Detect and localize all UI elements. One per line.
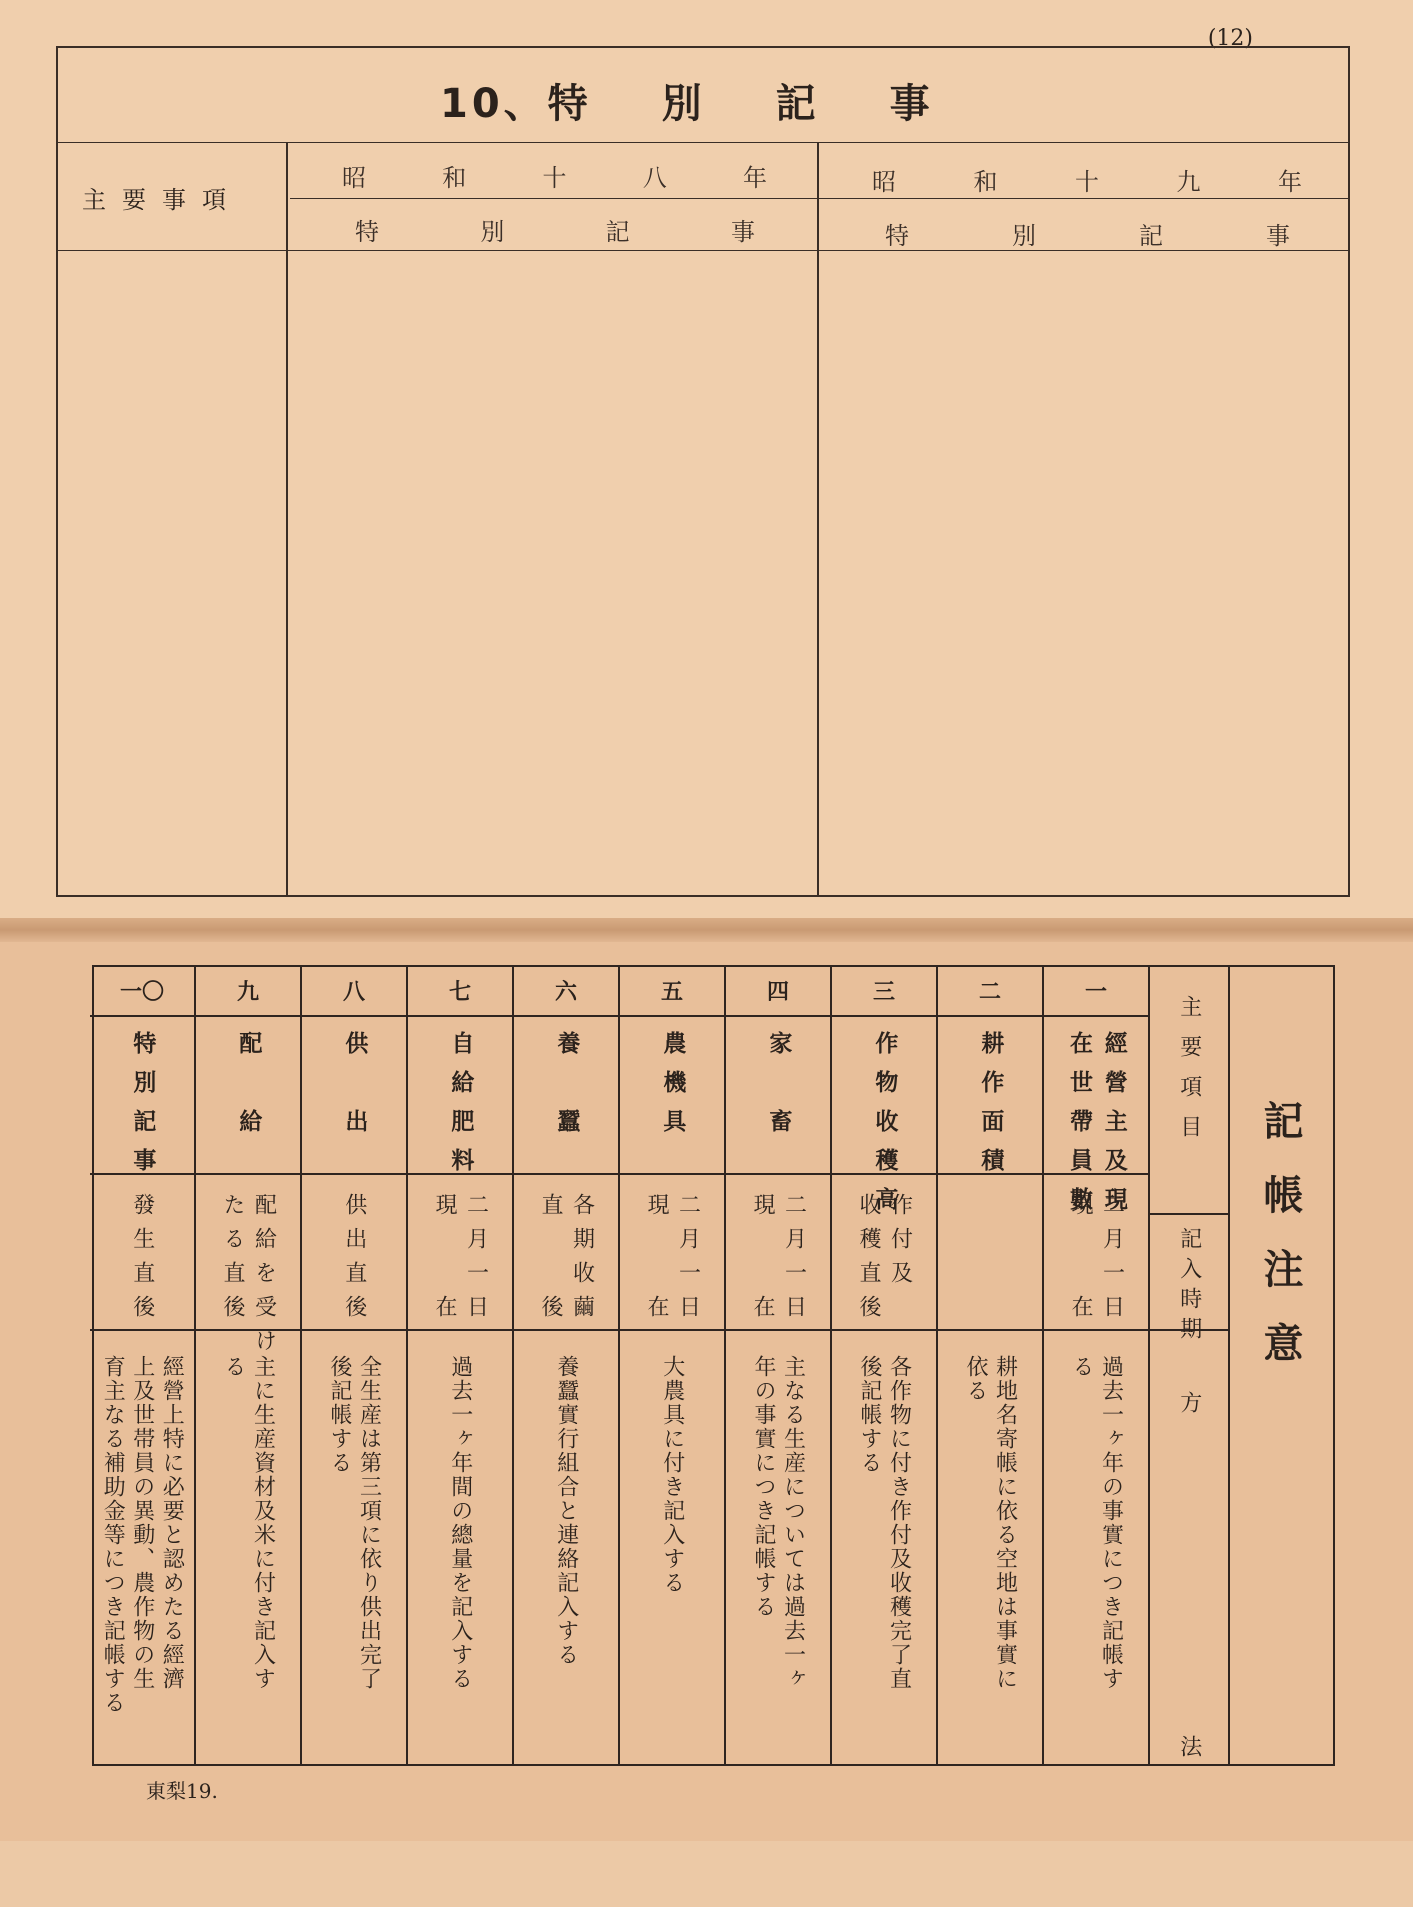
item-name: 自給肥料 [447, 1031, 474, 1187]
method-text: る [1069, 1355, 1094, 1379]
method-cell [408, 1331, 512, 1766]
year-char: 和 [442, 164, 467, 192]
book-gutter [0, 918, 1413, 942]
item-name: 養 蠶 [553, 1031, 580, 1148]
item-name-cell [620, 1015, 724, 1175]
method-cell [514, 1331, 618, 1766]
entry-time: 現 在 [432, 1193, 457, 1329]
item-name: 在世帶員數 [1066, 1031, 1092, 1226]
item-name: 家 畜 [765, 1031, 792, 1148]
item-name-cell [196, 1015, 300, 1175]
main-items-header: 主要項目 [1176, 995, 1202, 1155]
entry-time-cell [408, 1175, 512, 1331]
item-name: 農機具 [659, 1031, 686, 1148]
sub-char: 特 [355, 218, 379, 246]
method-text: 上及世帯員の異動、農作物の生 [129, 1355, 155, 1691]
form-title-part: 10、特 [440, 81, 592, 127]
item-name-cell [832, 1015, 936, 1226]
entry-time-cell [196, 1175, 300, 1363]
entry-time-cell [1044, 1175, 1148, 1331]
year-char: 昭 [872, 168, 896, 196]
year-divider [290, 198, 1348, 199]
year-header-showa-18 [342, 158, 767, 193]
method-cell [1044, 1331, 1148, 1766]
entry-time: 二月一日 [675, 1193, 701, 1329]
bookkeeping-notes-title: 記帳注意 [1257, 1100, 1303, 1396]
year-char: 昭 [342, 164, 366, 192]
sub-char: 事 [730, 218, 755, 246]
method-text: 後記帳する [327, 1355, 352, 1475]
entry-time-cell [90, 1175, 194, 1331]
entry-time-cell [514, 1175, 618, 1331]
instruction-column [302, 965, 408, 1766]
entry-time: 現 在 [644, 1193, 669, 1329]
footer-code: 東梨19. [146, 1779, 218, 1803]
item-name: 耕作面積 [977, 1031, 1004, 1187]
subheader-special-notes-18 [355, 212, 755, 247]
method-text: る [221, 1355, 246, 1379]
method-cell [726, 1331, 830, 1766]
item-number: 七 [408, 965, 512, 1017]
instruction-column [514, 965, 620, 1766]
method-header: 方 法 [1176, 1391, 1202, 1907]
item-name-cell [514, 1015, 618, 1175]
instruction-column [1044, 965, 1150, 1766]
entry-time-cell [938, 1175, 1042, 1331]
form-title-part: 別 [661, 81, 706, 127]
method-cell [302, 1331, 406, 1766]
method-text: 依る [963, 1355, 988, 1403]
item-number: 六 [514, 965, 618, 1017]
form-title-part: 記 [775, 81, 820, 127]
item-name: 供 出 [341, 1031, 368, 1148]
item-name-cell [408, 1015, 512, 1187]
sub-char: 特 [885, 222, 909, 250]
sub-char: 別 [480, 218, 505, 246]
item-name: 配 給 [235, 1031, 262, 1148]
entry-time: 現 在 [1068, 1193, 1093, 1329]
column-divider [817, 142, 819, 896]
form-title-part: 事 [889, 81, 934, 127]
method-cell [90, 1331, 194, 1766]
item-name: 特別記事 [129, 1031, 156, 1187]
method-text: 過去一ヶ年間の總量を記入する [447, 1355, 473, 1691]
entry-time: 作付及 [887, 1193, 913, 1295]
item-name-cell [726, 1015, 830, 1175]
method-text: 耕地名寄帳に依る空地は事實に [992, 1355, 1018, 1691]
entry-time: 發生直後 [129, 1193, 155, 1329]
entry-time: 現 在 [750, 1193, 775, 1329]
item-number: 五 [620, 965, 724, 1017]
method-text: 全生産は第三項に依り供出完了 [356, 1355, 382, 1691]
instruction-column [620, 965, 726, 1766]
year-char: 十 [542, 164, 567, 192]
item-name: 作物收穫高 [871, 1031, 898, 1226]
instruction-column [196, 965, 302, 1766]
entry-time: 直 後 [538, 1193, 563, 1329]
entry-time-cell [726, 1175, 830, 1331]
subheader-special-notes-19 [885, 216, 1290, 251]
header-column [1150, 965, 1230, 1907]
year-char: 八 [642, 164, 667, 192]
main-items-label: 主要事項 [82, 186, 242, 214]
item-number: 一〇 [90, 965, 194, 1017]
year-char: 年 [743, 164, 767, 192]
entry-time: 二月一日 [463, 1193, 489, 1329]
item-name-cell [938, 1015, 1042, 1187]
entry-time: 配給を受け [251, 1193, 277, 1363]
entry-time: 二月一日 [781, 1193, 807, 1329]
entry-time-header: 記入時期 [1176, 1227, 1202, 1347]
year-char: 年 [1278, 168, 1302, 196]
item-number: 九 [196, 965, 300, 1017]
method-cell [938, 1331, 1042, 1766]
method-text: 各作物に付き作付及收穫完了直 [886, 1355, 912, 1691]
method-text: 過去一ヶ年の事實につき記帳す [1098, 1355, 1124, 1691]
method-cell [196, 1331, 300, 1766]
page-number: (12) [1207, 26, 1253, 51]
sub-char: 事 [1266, 222, 1290, 250]
entry-time: 二月一日 [1099, 1193, 1125, 1329]
item-number: 一 [1044, 965, 1148, 1017]
instruction-column [726, 965, 832, 1766]
sub-char: 別 [1012, 222, 1036, 250]
item-number: 八 [302, 965, 406, 1017]
entry-time: 供出直後 [341, 1193, 367, 1329]
entry-time-cell [620, 1175, 724, 1331]
method-text: 年の事實につき記帳する [751, 1355, 776, 1619]
method-text: 大農具に付き記入する [659, 1355, 685, 1595]
item-name: 經營主及現 [1100, 1031, 1127, 1226]
entry-time: たる直後 [220, 1193, 245, 1329]
entry-time-cell [832, 1175, 936, 1331]
item-name-cell [90, 1015, 194, 1187]
form-title [440, 72, 1004, 129]
instruction-column [832, 965, 938, 1766]
column-divider [286, 142, 288, 896]
instruction-column [938, 965, 1044, 1766]
method-text: 經營上特に必要と認めたる經濟 [159, 1355, 185, 1691]
method-text: 育主なる補助金等につき記帳する [100, 1355, 126, 1715]
item-number: 三 [832, 965, 936, 1017]
year-char: 和 [973, 168, 998, 196]
method-text: 主に生産資材及米に付き記入す [250, 1355, 276, 1691]
method-cell [620, 1331, 724, 1766]
entry-time: 各期收繭 [569, 1193, 595, 1329]
instruction-column [90, 965, 196, 1766]
title-divider [57, 142, 1349, 143]
year-char: 九 [1176, 168, 1201, 196]
item-name-cell [302, 1015, 406, 1175]
method-cell [832, 1331, 936, 1766]
method-text: 主なる生産については過去一ヶ [780, 1355, 806, 1691]
year-header-showa-19 [872, 162, 1302, 197]
year-char: 十 [1075, 168, 1099, 196]
entry-time: 收穫直後 [856, 1193, 881, 1329]
sub-char: 記 [1139, 222, 1163, 250]
item-name-cell [1044, 1015, 1148, 1226]
instruction-column [408, 965, 514, 1766]
method-text: 後記帳する [857, 1355, 882, 1475]
method-text: 養蠶實行組合と連絡記入する [553, 1355, 579, 1667]
sub-char: 記 [605, 218, 630, 246]
entry-time-cell [302, 1175, 406, 1331]
item-number: 四 [726, 965, 830, 1017]
item-number: 二 [938, 965, 1042, 1017]
